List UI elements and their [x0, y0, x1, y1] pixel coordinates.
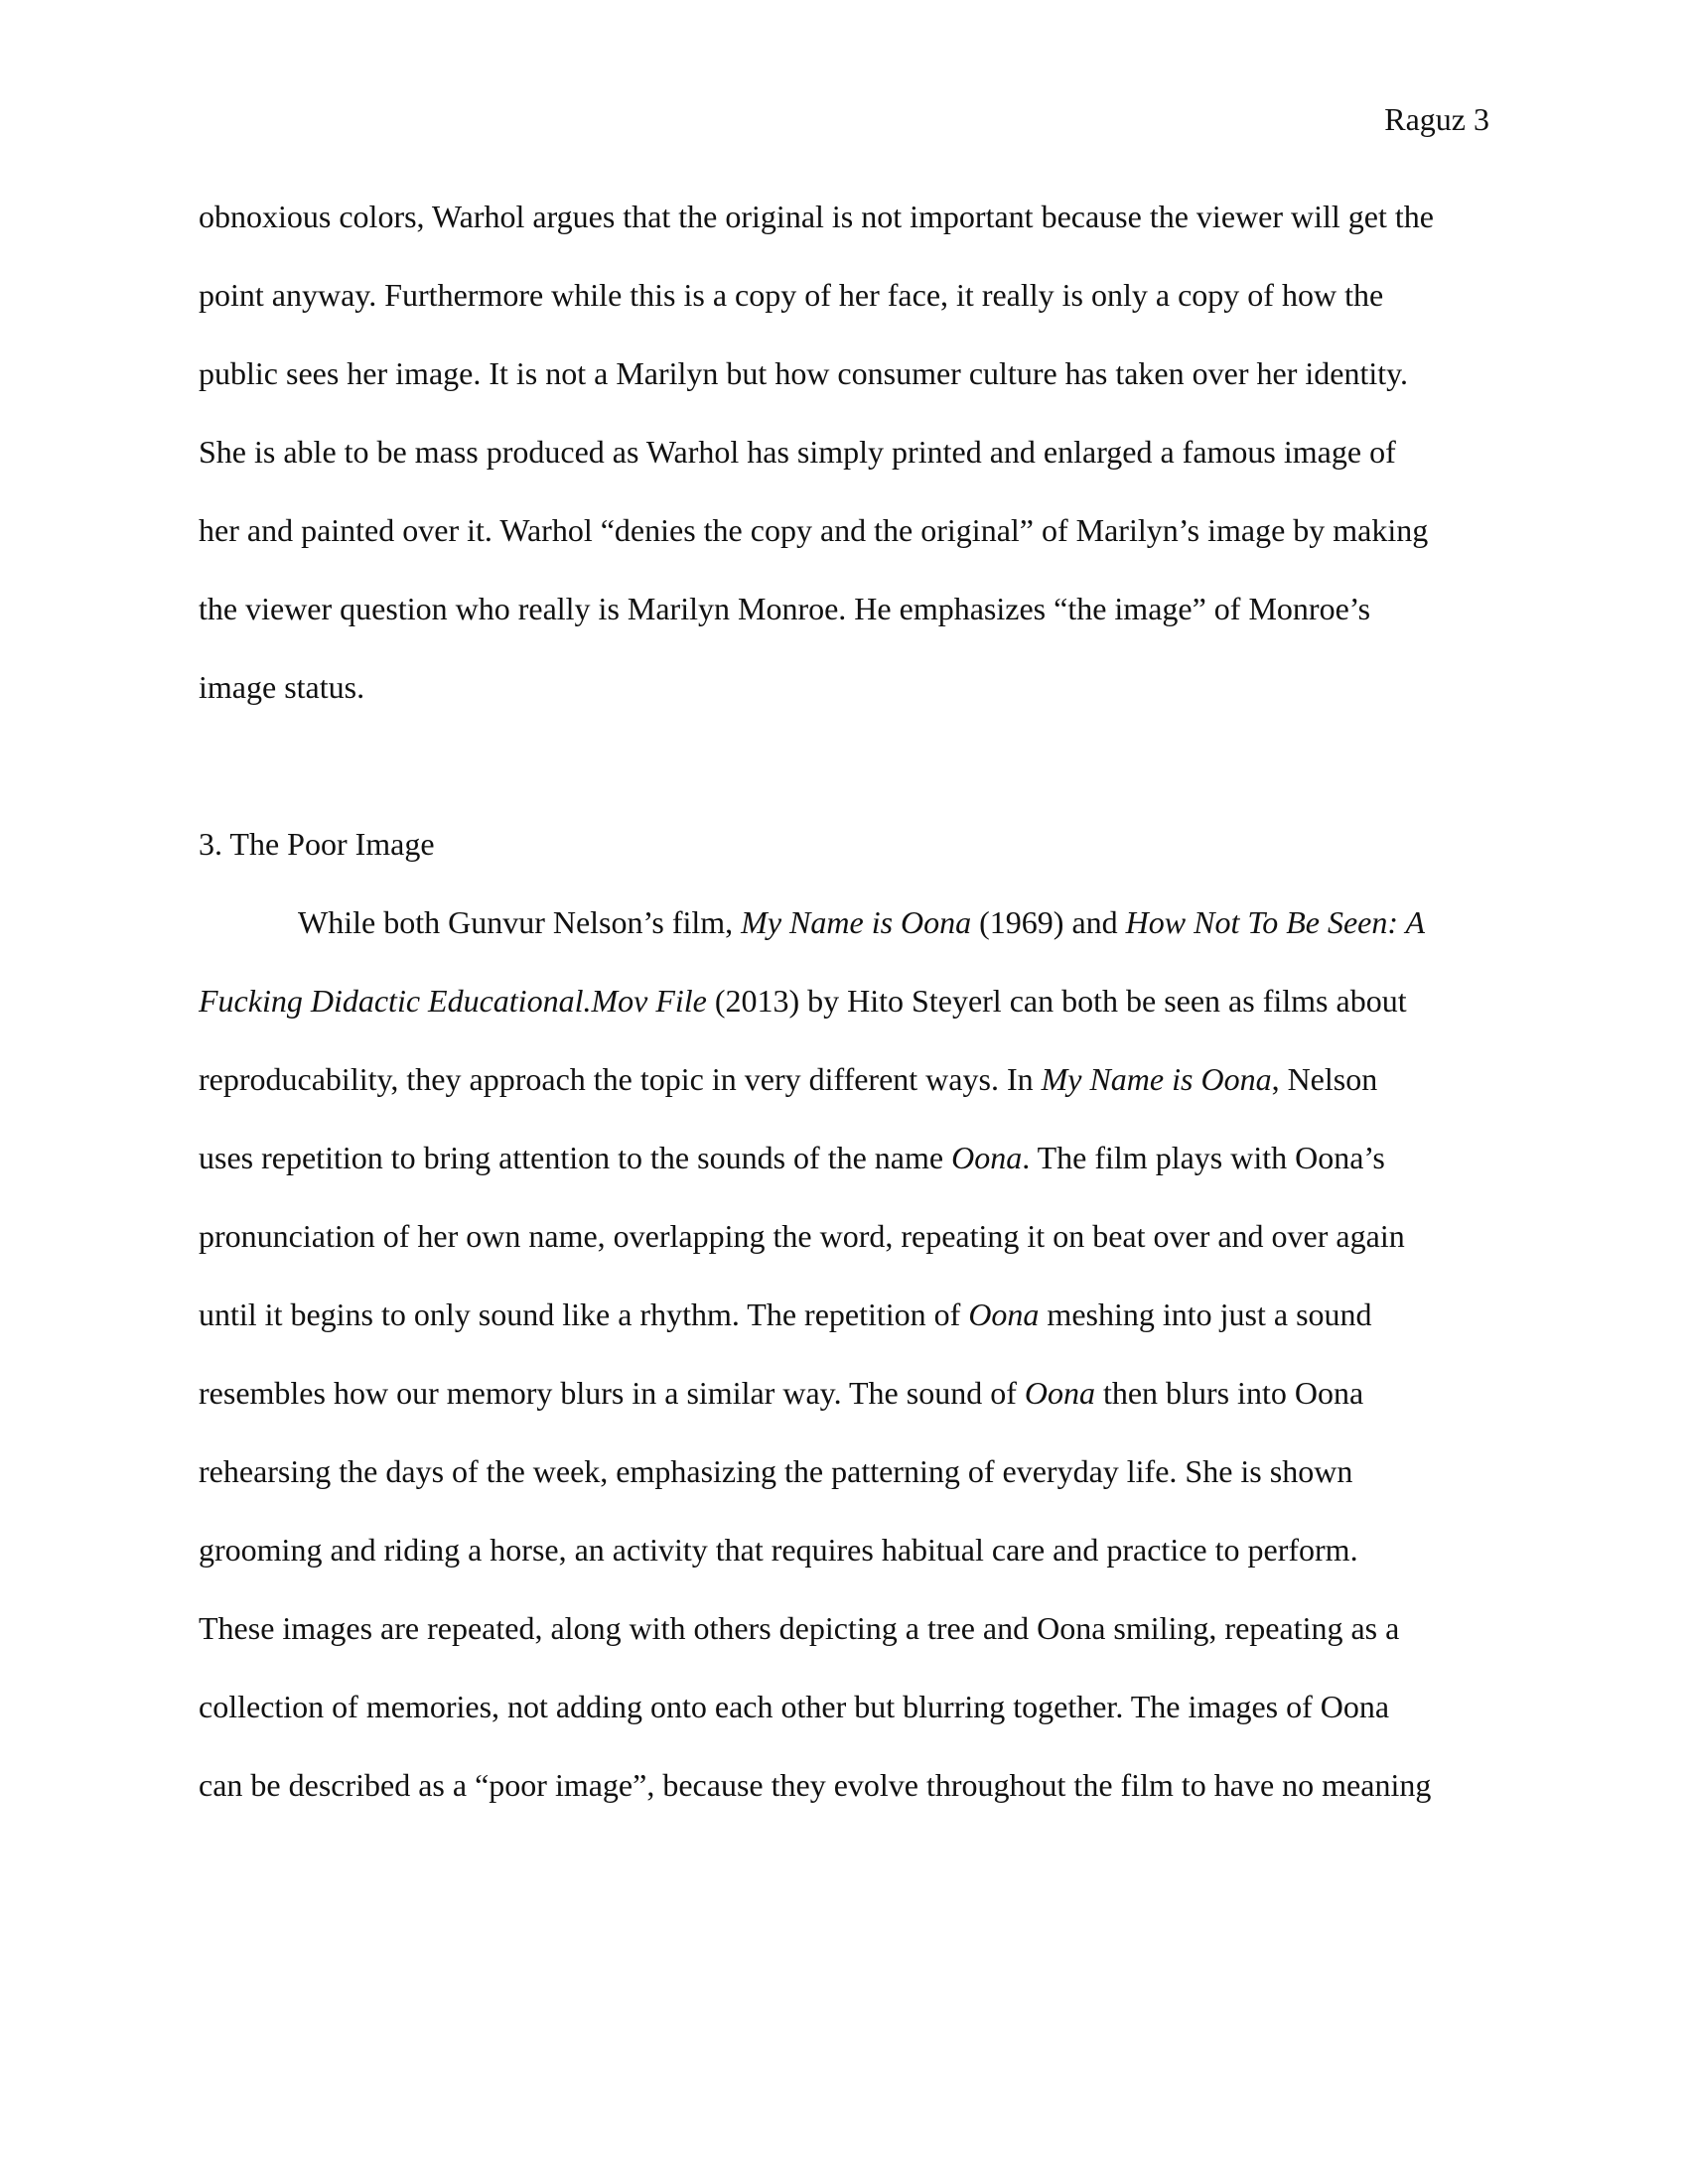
paragraph-line: point anyway. Furthermore while this is a copy of her face, it really is only a copy of how the: [199, 277, 1384, 313]
paragraph-line: collection of memories, not adding onto each other but blurring together. The images of Oona: [199, 1689, 1390, 1724]
paragraph-line: These images are repeated, along with others depicting a tree and Oona smiling, repeating as a: [199, 1610, 1400, 1646]
text-run: uses repetition to bring attention to the sounds of the name: [199, 1140, 952, 1175]
text-run: resembles how our memory blurs in a similar way. The sound of: [199, 1375, 1025, 1411]
page-header: Raguz 3: [1384, 101, 1489, 137]
text-run: (1969) and: [971, 904, 1126, 940]
film-title: How Not To Be Seen: A: [1125, 904, 1425, 940]
emphasized-word: Oona: [1024, 1375, 1095, 1411]
paragraph-line: She is able to be mass produced as Warhol has simply printed and enlarged a famous image of: [199, 434, 1396, 470]
film-title: Fucking Didactic Educational.Mov File: [199, 983, 707, 1019]
film-title: My Name is Oona: [1041, 1061, 1272, 1097]
paragraph-line: [199, 1138, 1489, 1216]
paragraph-line: her and painted over it. Warhol “denies the copy and the original” of Marilyn’s image by making: [199, 512, 1429, 548]
text-run: (2013) by Hito Steyerl can both be seen as films about: [706, 983, 1407, 1019]
paragraph-line: image status.: [199, 669, 365, 705]
emphasized-word: Oona: [951, 1140, 1023, 1175]
text-run: reproducability, they approach the topic in very different ways. In: [199, 1061, 1042, 1097]
section-gap: [199, 746, 1489, 824]
paragraph-line: grooming and riding a horse, an activity that requires habitual care and practice to perform.: [199, 1532, 1358, 1568]
paragraph-line: can be described as a “poor image”, because they evolve throughout the film to have no meaning: [199, 1767, 1432, 1803]
text-run: While both Gunvur Nelson’s film,: [298, 904, 742, 940]
text-run: until it begins to only sound like a rhythm. The repetition of: [199, 1297, 969, 1332]
section-heading: 3. The Poor Image: [199, 826, 435, 862]
film-title: My Name is Oona: [741, 904, 972, 940]
paragraph-line: [199, 981, 1489, 1059]
text-run: meshing into just a sound: [1039, 1297, 1372, 1332]
emphasized-word: Oona: [968, 1297, 1040, 1332]
text-run: . The film plays with Oona’s: [1022, 1140, 1385, 1175]
paragraph-line: public sees her image. It is not a Marilyn but how consumer culture has taken over her identity.: [199, 355, 1409, 391]
paragraph-line: obnoxious colors, Warhol argues that the original is not important because the viewer will get the: [199, 199, 1434, 234]
text-run: , Nelson: [1271, 1061, 1378, 1097]
paragraph-line: [199, 1295, 1489, 1373]
paragraph-line: [199, 902, 1489, 981]
paragraph-line: rehearsing the days of the week, emphasizing the patterning of everyday life. She is shown: [199, 1453, 1353, 1489]
paragraph-line: [199, 1373, 1489, 1451]
paragraph-line: [199, 1059, 1489, 1138]
text-run: then blurs into Oona: [1094, 1375, 1364, 1411]
paragraph-line: pronunciation of her own name, overlapping the word, repeating it on beat over and over again: [199, 1218, 1405, 1254]
document-body: [199, 197, 1489, 1843]
paragraph-line: the viewer question who really is Marilyn Monroe. He emphasizes “the image” of Monroe’s: [199, 591, 1371, 626]
